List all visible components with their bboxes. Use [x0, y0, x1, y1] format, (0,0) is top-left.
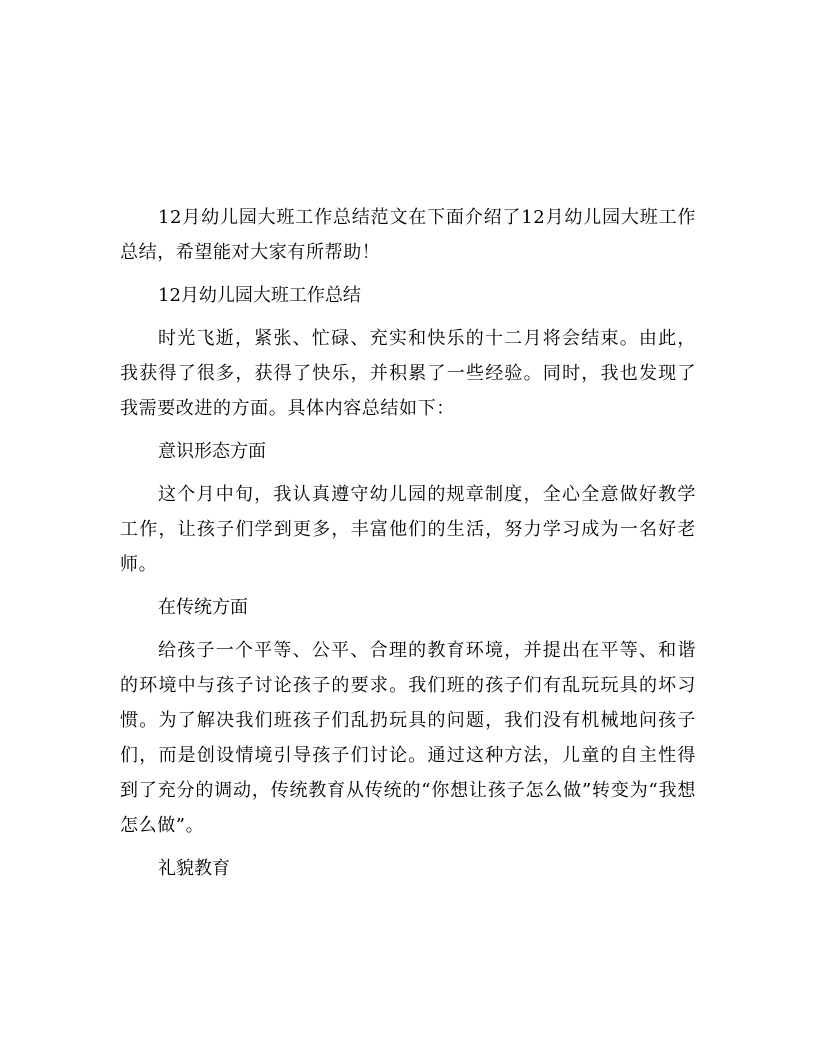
overview-paragraph: 时光飞逝，紧张、忙碌、充实和快乐的十二月将会结束。由此，我获得了很多，获得了快乐，并积累了一些经验。同时，我也发现了我需要改进的方面。具体内容总结如下：	[120, 328, 696, 419]
ideology-paragraph: 这个月中旬，我认真遵守幼儿园的规章制度，全心全意做好教学工作，让孩子们学到更多，丰富他们的生活，努力学习成为一名好老师。	[120, 484, 696, 575]
intro-paragraph: 12月幼儿园大班工作总结范文在下面介绍了12月幼儿园大班工作总结，希望能对大家有所帮助！	[120, 207, 696, 263]
section-heading-ideology: 意识形态方面	[158, 441, 266, 462]
summary-title: 12月幼儿园大班工作总结	[158, 285, 361, 306]
document-body	[120, 200, 696, 894]
section-heading-etiquette: 礼貌教育	[158, 858, 230, 879]
section-heading-tradition: 在传统方面	[158, 597, 248, 618]
tradition-paragraph: 给孩子一个平等、公平、合理的教育环境，并提出在平等、和谐的环境中与孩子讨论孩子的要求。我们班的孩子们有乱玩玩具的坏习惯。为了解决我们班孩子们乱扔玩具的问题，我们没有机械地问孩子们，而是创设情境引导孩子们讨论。通过这种方法，儿童的自主性得到了充分的调动，传统教育从传统的“你想让孩子怎么做”转变为“我想怎么做”。	[120, 640, 696, 836]
